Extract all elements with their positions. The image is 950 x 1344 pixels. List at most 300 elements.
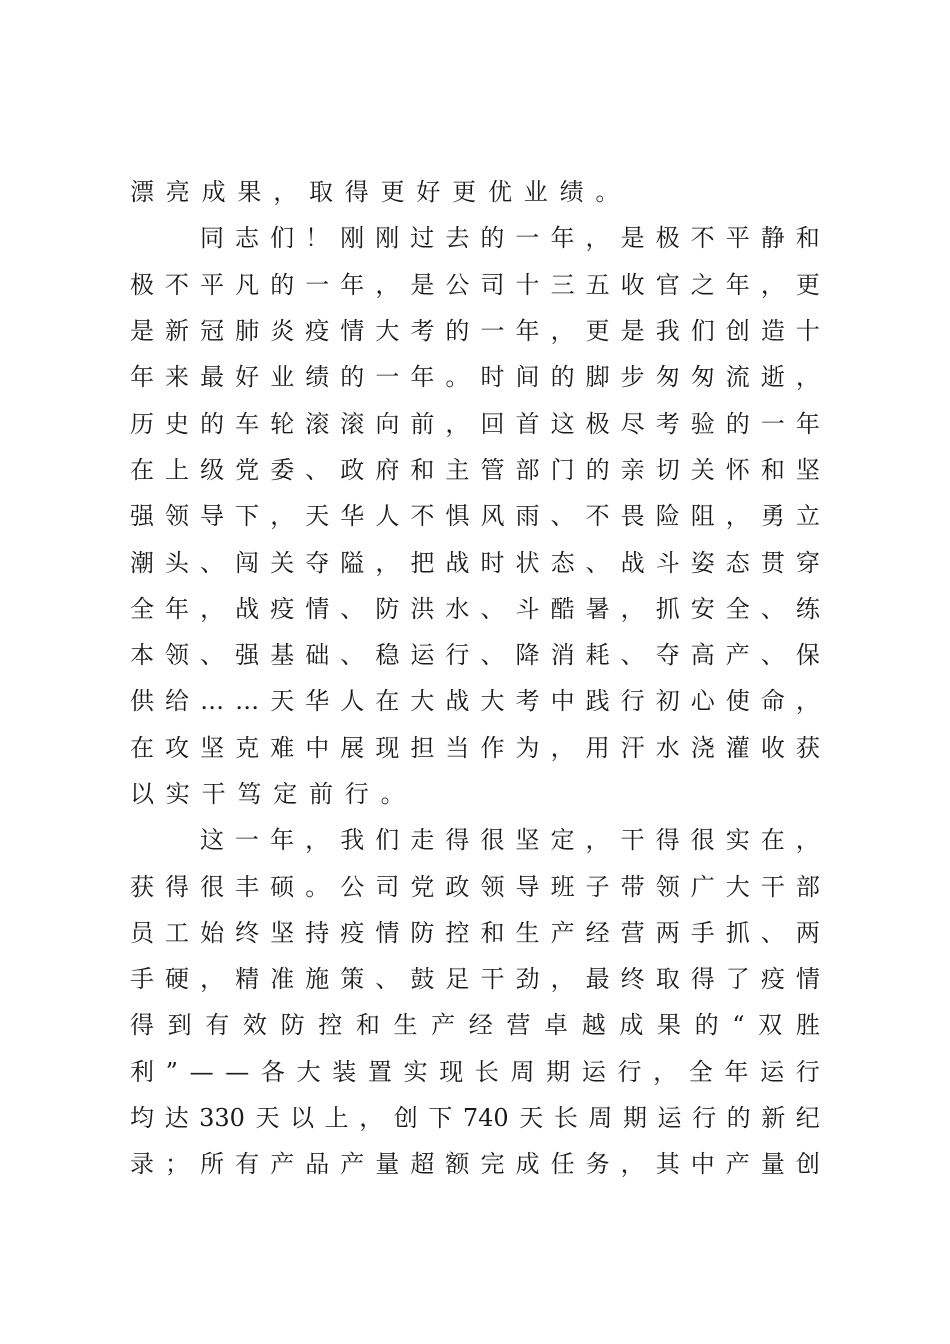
text-glyph: 的 [550, 363, 575, 392]
text-line [130, 400, 820, 446]
text-glyph: 下 [235, 502, 260, 531]
text-glyph: 领 [165, 502, 190, 531]
text-glyph: 抓 [655, 594, 680, 623]
text-glyph: 、 [620, 641, 645, 670]
text-glyph: 级 [200, 455, 225, 484]
text-glyph: 考 [655, 409, 680, 438]
text-glyph: ， [273, 178, 298, 207]
text-glyph: 行 [344, 780, 369, 808]
text-glyph: 创 [393, 1104, 418, 1133]
text-line [130, 632, 820, 678]
text-glyph: 命 [760, 687, 785, 716]
text-glyph: ， [585, 224, 610, 253]
text-glyph: 在 [130, 733, 154, 762]
text-glyph: 天 [255, 1104, 280, 1133]
text-glyph: 历 [130, 409, 154, 438]
text-line [130, 539, 820, 585]
text-glyph: ， [795, 687, 820, 716]
text-glyph: 使 [725, 687, 750, 716]
text-glyph: 行 [620, 687, 645, 716]
text-glyph: 公 [340, 872, 365, 901]
text-glyph: ” [165, 1057, 178, 1086]
text-line [130, 354, 820, 400]
text-glyph: 志 [235, 224, 260, 253]
text-glyph: 实 [403, 1057, 428, 1086]
text-glyph: 初 [655, 687, 680, 716]
text-glyph: 官 [655, 270, 680, 299]
text-glyph: 经 [468, 1011, 493, 1040]
text-glyph: 流 [725, 363, 750, 392]
text-glyph: 得 [130, 1011, 154, 1040]
text-glyph: 量 [375, 1150, 400, 1179]
text-glyph: 业 [523, 178, 548, 207]
text-glyph: … [235, 687, 260, 716]
text-glyph: 好 [416, 178, 441, 207]
text-glyph: 的 [480, 224, 505, 253]
text-glyph: 情 [795, 965, 820, 994]
text-glyph: 同 [200, 224, 224, 253]
text-glyph: 一 [480, 317, 505, 346]
text-glyph: 凡 [235, 270, 260, 299]
text-glyph: 情 [340, 317, 365, 346]
text-glyph: 笃 [237, 780, 262, 808]
text-glyph: 务 [585, 1150, 610, 1179]
text-glyph: ； [165, 1150, 190, 1179]
text-glyph: 亮 [165, 178, 190, 207]
text-glyph: 双 [758, 1011, 783, 1040]
text-glyph: 三 [550, 270, 575, 299]
text-glyph: 生 [393, 1011, 418, 1040]
text-glyph: 阻 [690, 502, 715, 531]
text-glyph: 到 [167, 1011, 192, 1040]
text-glyph: 前 [308, 780, 333, 808]
text-glyph: 收 [760, 733, 785, 762]
text-glyph: 年 [130, 363, 154, 392]
text-glyph: 年 [340, 270, 365, 299]
text-glyph: 长 [553, 1104, 578, 1133]
text-glyph: 部 [515, 455, 540, 484]
text-glyph: 极 [585, 409, 610, 438]
text-glyph: 酷 [550, 594, 575, 623]
text-glyph: 坚 [515, 826, 540, 855]
text-glyph: 向 [375, 409, 400, 438]
text-glyph: 平 [725, 224, 750, 253]
text-glyph: 头 [165, 548, 190, 577]
text-glyph: 们 [375, 826, 400, 855]
text-glyph: 坚 [270, 918, 295, 947]
text-glyph: 更 [380, 178, 405, 207]
text-glyph: 验 [690, 409, 715, 438]
text-glyph: 极 [655, 224, 680, 253]
text-glyph: 领 [165, 641, 190, 670]
text-glyph: 中 [305, 733, 330, 762]
text-glyph: 极 [130, 270, 154, 299]
text-glyph: 的 [585, 455, 610, 484]
text-glyph: 果 [237, 178, 262, 207]
text-glyph: 和 [795, 224, 820, 253]
text-glyph: 上 [324, 1104, 349, 1133]
text-glyph: 闯 [235, 548, 260, 577]
text-glyph: 上 [165, 455, 190, 484]
text-glyph: 足 [445, 965, 470, 994]
text-glyph: — [225, 1057, 250, 1086]
text-glyph: ， [270, 502, 295, 531]
text-glyph: 政 [340, 455, 365, 484]
text-line [130, 1049, 820, 1095]
text-glyph: 展 [340, 733, 365, 762]
text-glyph: 隘 [340, 548, 365, 577]
text-glyph: ， [200, 594, 225, 623]
text-glyph: 大 [296, 1057, 321, 1086]
text-glyph: 额 [445, 1150, 470, 1179]
text-glyph: 干 [480, 965, 505, 994]
text-glyph: 夺 [305, 548, 330, 577]
text-glyph: ， [620, 594, 645, 623]
text-glyph: 前 [410, 409, 435, 438]
text-glyph: 雨 [515, 502, 540, 531]
text-glyph: 年 [270, 826, 295, 855]
text-glyph: 和 [355, 1011, 380, 1040]
text-glyph: 洪 [410, 594, 435, 623]
text-glyph: 丰 [235, 872, 260, 901]
text-glyph: ， [620, 1150, 645, 1179]
text-glyph: 的 [445, 317, 470, 346]
text-glyph: 险 [655, 502, 680, 531]
text-glyph: 首 [515, 409, 540, 438]
text-glyph: 本 [130, 641, 154, 670]
text-glyph: 作 [480, 733, 505, 762]
text-glyph: 生 [515, 918, 540, 947]
text-line [130, 447, 820, 493]
text-glyph: 战 [445, 687, 470, 716]
text-glyph: 稳 [375, 641, 400, 670]
text-glyph: 匆 [655, 363, 680, 392]
text-glyph: 灌 [725, 733, 750, 762]
text-glyph: 硬 [165, 965, 190, 994]
text-glyph: 控 [318, 1011, 343, 1040]
text-glyph: ， [305, 826, 330, 855]
text-glyph: 领 [655, 872, 680, 901]
text-glyph: 担 [410, 733, 435, 762]
text-glyph: 员 [130, 918, 154, 947]
text-glyph: 年 [550, 224, 575, 253]
text-glyph: 新 [165, 317, 190, 346]
text-glyph: 广 [690, 872, 715, 901]
text-glyph: 更 [795, 270, 820, 299]
text-glyph: 最 [585, 965, 610, 994]
text-glyph: 硕 [270, 872, 295, 901]
text-glyph: 胜 [795, 1011, 820, 1040]
text-glyph: 有 [205, 1011, 230, 1040]
text-glyph: 斗 [515, 594, 540, 623]
text-glyph: 、 [760, 918, 785, 947]
text-glyph: 的 [726, 1104, 751, 1133]
text-glyph: 不 [410, 502, 435, 531]
text-line [130, 493, 820, 539]
text-glyph: 的 [270, 270, 295, 299]
text-glyph: 水 [445, 594, 470, 623]
text-glyph: 惧 [445, 502, 470, 531]
text-glyph: 关 [690, 455, 715, 484]
text-glyph: 很 [480, 826, 505, 855]
text-glyph: 手 [690, 918, 715, 947]
text-glyph: ， [653, 1057, 678, 1086]
text-line [130, 817, 820, 863]
text-glyph: 主 [445, 455, 470, 484]
text-glyph: 营 [620, 918, 645, 947]
text-line [130, 308, 820, 354]
text-glyph: 在 [130, 455, 154, 484]
text-glyph: 两 [655, 918, 680, 947]
text-glyph: 业 [270, 363, 295, 392]
text-glyph: ， [585, 826, 610, 855]
text-glyph: 好 [235, 363, 260, 392]
text-glyph: 姿 [690, 548, 715, 577]
text-glyph: 我 [655, 317, 680, 346]
text-line [130, 215, 820, 261]
text-line [130, 725, 820, 771]
text-glyph: 干 [760, 872, 785, 901]
text-glyph: 一 [375, 363, 400, 392]
text-glyph: 品 [305, 1150, 330, 1179]
text-glyph: 、 [585, 548, 610, 577]
text-glyph: 740 [462, 1104, 509, 1133]
text-glyph: 风 [480, 502, 505, 531]
text-glyph: 安 [690, 594, 715, 623]
text-glyph: 勇 [760, 502, 785, 531]
text-glyph: 消 [550, 641, 575, 670]
text-glyph: 其 [655, 1150, 680, 1179]
text-glyph: 不 [585, 502, 610, 531]
text-glyph: “ [732, 1011, 745, 1040]
text-glyph: 平 [200, 270, 225, 299]
text-glyph: 轮 [270, 409, 295, 438]
text-glyph: 关 [270, 548, 295, 577]
text-glyph: 心 [690, 687, 715, 716]
text-glyph: 暑 [585, 594, 610, 623]
text-glyph: 战 [620, 548, 645, 577]
text-glyph: 的 [694, 1011, 719, 1040]
text-glyph: 量 [760, 1150, 785, 1179]
text-glyph: 匆 [690, 363, 715, 392]
text-glyph: 潮 [130, 548, 154, 577]
text-glyph: 造 [760, 317, 785, 346]
text-glyph: 疫 [270, 594, 295, 623]
text-glyph: 持 [305, 918, 330, 947]
text-glyph: 果 [656, 1011, 681, 1040]
text-glyph: 的 [340, 363, 365, 392]
text-glyph: 成 [201, 178, 226, 207]
text-glyph: 现 [439, 1057, 464, 1086]
text-glyph: ， [550, 317, 575, 346]
text-glyph: 绩 [305, 363, 330, 392]
text-glyph: 纪 [795, 1104, 820, 1133]
text-glyph: 坚 [200, 733, 225, 762]
text-glyph: 营 [506, 1011, 531, 1040]
text-glyph: 手 [130, 965, 154, 994]
text-glyph: 所 [200, 1150, 225, 1179]
text-glyph: 更 [585, 317, 610, 346]
text-glyph: 取 [308, 178, 333, 207]
text-glyph: 、 [340, 594, 365, 623]
text-glyph: 周 [588, 1104, 613, 1133]
text-glyph: 当 [445, 733, 470, 762]
text-glyph: 委 [270, 455, 295, 484]
text-glyph: 在 [760, 826, 785, 855]
text-glyph: 更 [452, 178, 477, 207]
text-glyph: 党 [235, 455, 260, 484]
text-glyph: 均 [130, 1104, 154, 1133]
text-glyph: ， [375, 548, 400, 577]
text-glyph: 情 [375, 918, 400, 947]
text-glyph: 330 [199, 1104, 245, 1133]
text-glyph: 政 [445, 872, 470, 901]
text-glyph: 基 [270, 641, 295, 670]
text-glyph: 天 [305, 502, 330, 531]
text-glyph: 新 [761, 1104, 786, 1133]
text-glyph: 、 [305, 455, 330, 484]
text-glyph: 运 [581, 1057, 606, 1086]
text-glyph: 长 [474, 1057, 499, 1086]
text-glyph: 利 [130, 1057, 154, 1086]
text-glyph: 年 [725, 270, 750, 299]
text-glyph: 置 [367, 1057, 392, 1086]
text-glyph: 越 [581, 1011, 606, 1040]
text-glyph: 疫 [305, 317, 330, 346]
text-glyph: 司 [480, 270, 505, 299]
text-glyph: 卓 [544, 1011, 569, 1040]
text-glyph: 大 [410, 687, 435, 716]
text-glyph: 年 [724, 1057, 749, 1086]
text-glyph: 很 [200, 872, 225, 901]
text-glyph: 车 [235, 409, 260, 438]
text-glyph: 十 [795, 317, 820, 346]
text-glyph: ， [375, 270, 400, 299]
text-glyph: ， [795, 363, 820, 392]
text-glyph: 定 [550, 826, 575, 855]
text-glyph: 、 [200, 641, 225, 670]
text-glyph: 一 [515, 224, 540, 253]
text-glyph: 间 [515, 363, 540, 392]
text-glyph: 大 [375, 317, 400, 346]
text-glyph: 步 [620, 363, 645, 392]
text-glyph: 史 [165, 409, 190, 438]
text-glyph: 斗 [655, 548, 680, 577]
text-glyph: 行 [692, 1104, 717, 1133]
text-glyph: 运 [760, 1057, 785, 1086]
text-glyph: 经 [585, 918, 610, 947]
text-glyph: 绩 [559, 178, 584, 207]
text-glyph: 不 [690, 224, 715, 253]
text-glyph: 成 [619, 1011, 644, 1040]
text-glyph: 现 [375, 733, 400, 762]
text-glyph: 取 [655, 965, 680, 994]
text-glyph: ！ [305, 224, 330, 253]
text-glyph: 一 [760, 409, 785, 438]
text-glyph: 华 [305, 687, 330, 716]
text-glyph: 们 [270, 224, 295, 253]
text-glyph: 贯 [760, 548, 785, 577]
text-glyph: 获 [130, 872, 154, 901]
text-glyph: 天 [270, 687, 295, 716]
text-glyph: 练 [795, 594, 820, 623]
text-glyph: 党 [410, 872, 435, 901]
text-glyph: 状 [515, 548, 540, 577]
text-glyph: 克 [235, 733, 260, 762]
text-glyph: 控 [445, 918, 470, 947]
text-glyph: 疫 [340, 918, 365, 947]
text-glyph: 汗 [620, 733, 645, 762]
text-glyph: 础 [305, 641, 330, 670]
text-glyph: 这 [550, 409, 575, 438]
text-glyph: 任 [550, 1150, 575, 1179]
text-glyph: 静 [760, 224, 785, 253]
text-glyph: 滚 [305, 409, 330, 438]
text-glyph: 年 [515, 317, 540, 346]
text-glyph: 。 [380, 780, 405, 808]
text-glyph: 。 [305, 872, 330, 901]
text-glyph: 准 [270, 965, 295, 994]
text-glyph: 、 [200, 548, 225, 577]
text-glyph: 情 [305, 594, 330, 623]
text-line [130, 910, 820, 956]
text-glyph: 给 [165, 687, 190, 716]
text-glyph: 抓 [725, 918, 750, 947]
text-glyph: 终 [235, 918, 260, 947]
text-glyph: 了 [725, 965, 750, 994]
text-glyph: 肺 [235, 317, 260, 346]
text-glyph: 态 [725, 548, 750, 577]
text-glyph: 实 [165, 780, 190, 808]
text-glyph: 尽 [620, 409, 645, 438]
text-glyph: 装 [332, 1057, 357, 1086]
text-glyph: 我 [340, 826, 365, 855]
text-glyph: 获 [795, 733, 820, 762]
text-line [130, 956, 820, 1002]
text-glyph: 切 [655, 455, 680, 484]
text-glyph: 和 [480, 918, 505, 947]
text-glyph: 公 [445, 270, 470, 299]
text-line [130, 262, 820, 308]
text-glyph: 五 [585, 270, 610, 299]
text-glyph: 精 [235, 965, 260, 994]
text-glyph: 定 [273, 780, 298, 808]
text-glyph: 不 [165, 270, 190, 299]
text-glyph: 很 [690, 826, 715, 855]
text-glyph: 得 [165, 872, 190, 901]
text-glyph: 华 [340, 502, 365, 531]
text-glyph: 滚 [340, 409, 365, 438]
text-glyph: 和 [760, 455, 785, 484]
text-glyph: 畏 [620, 502, 645, 531]
text-glyph: 运 [410, 641, 435, 670]
text-glyph: 运 [657, 1104, 682, 1133]
text-glyph: 是 [130, 317, 154, 346]
text-glyph: 期 [546, 1057, 571, 1086]
text-glyph: 炎 [270, 317, 295, 346]
text-glyph: 回 [480, 409, 505, 438]
text-glyph: 逝 [760, 363, 785, 392]
text-glyph: 为 [515, 733, 540, 762]
text-glyph: 策 [340, 965, 365, 994]
text-glyph: 部 [795, 872, 820, 901]
text-glyph: 效 [242, 1011, 267, 1040]
text-glyph: 府 [375, 455, 400, 484]
text-glyph: 去 [445, 224, 470, 253]
text-glyph: 天 [519, 1104, 544, 1133]
text-glyph: 行 [445, 641, 470, 670]
text-glyph: 降 [515, 641, 540, 670]
